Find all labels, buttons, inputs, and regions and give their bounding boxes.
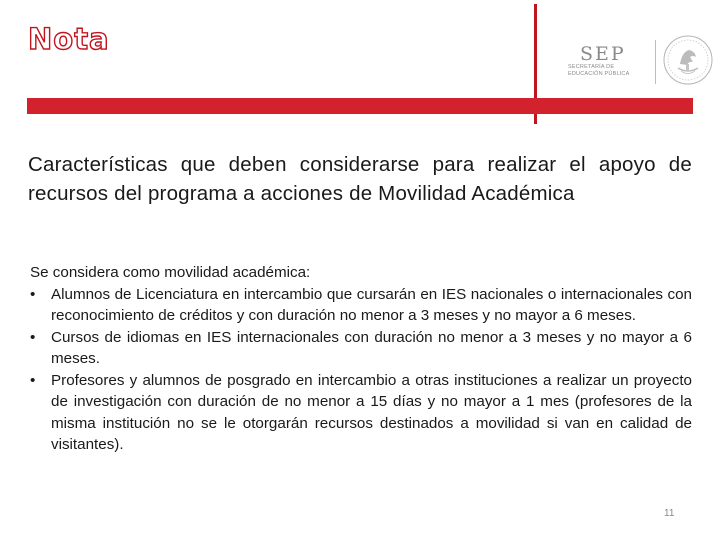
header-accent-bar — [27, 98, 693, 114]
list-item — [30, 284, 692, 327]
intro-text: Se considera como movilidad académica: — [30, 264, 311, 281]
sep-logo-name: SEP — [580, 43, 626, 65]
logo-divider — [655, 40, 656, 84]
bullet-icon: • — [30, 371, 36, 389]
list-item-text: Profesores y alumnos de posgrado en intercambio a otras instituciones a realizar un proyecto de investigación con duración de no menor a 15 días y no mayor a 1 mes (profesores de la misma institución no se le otorgarán recursos destinados a movilidad si van en calidad de visitantes). — [51, 371, 692, 453]
section-heading: Características que deben considerarse para realizar el apoyo de recursos del programa a acciones de Movilidad Académica — [28, 153, 692, 205]
sep-logo-subtitle-line1: SECRETARÍA DE — [568, 64, 615, 70]
bullet-icon: • — [30, 328, 36, 346]
bullet-icon: • — [30, 285, 36, 303]
list-item-text: Alumnos de Licenciatura en intercambio que cursarán en IES nacionales o internacionales con reconocimiento de créditos y con duración no menor a 3 meses y no mayor a 6 meses. — [51, 285, 692, 324]
page-number: 11 — [664, 508, 675, 519]
sep-logo — [566, 44, 646, 88]
list-item — [30, 370, 692, 456]
page-title: Nota — [28, 22, 110, 56]
bullet-list — [30, 284, 692, 456]
sep-logo-subtitle-line2: EDUCACIÓN PÚBLICA — [568, 71, 630, 77]
coat-of-arms-seal-icon — [662, 34, 714, 86]
body-content — [30, 262, 692, 456]
list-item-text: Cursos de idiomas en IES internacionales con duración no menor a 3 meses y no mayor a 6 meses. — [51, 328, 692, 367]
list-item — [30, 327, 692, 370]
